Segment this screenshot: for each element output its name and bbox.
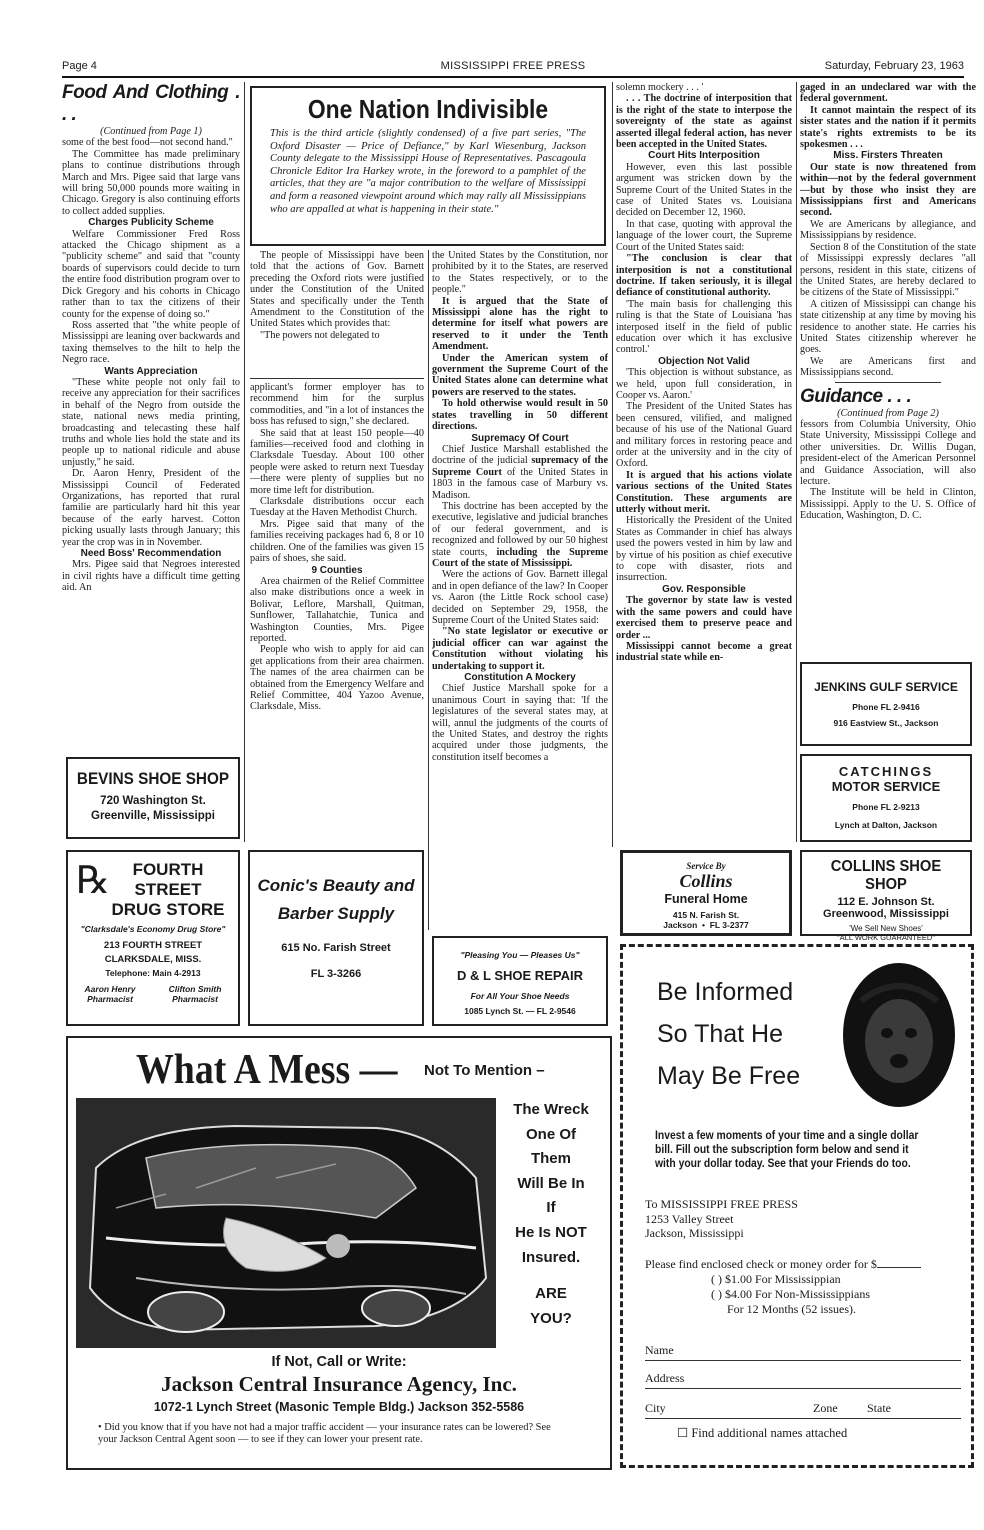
ad-phone: Telephone: Main 4-2913 <box>105 968 201 978</box>
ad-name: JENKINS GULF SERVICE <box>814 680 958 694</box>
paragraph: Our state is now threatened from within—not by the federal government—but by those who insist they are Mississippians first and Americans second. <box>800 161 976 219</box>
paragraph: Mrs. Pigee said that many of the families receiving packages had 6, 8 or 10 children. One of the families was given 15 pairs of shoes, she said. <box>250 518 424 565</box>
months: For 12 Months (52 issues). <box>727 1302 857 1316</box>
paragraph: Chief Justice Marshall spoke for a unanimous Court in saying that: 'If the legislatures of the several states may, at will, annul the judgments of the courts of the United States, and destroy the rights acquired under those judgments, the constitution itself becomes a <box>432 683 608 763</box>
option-non-mississippian[interactable]: ( ) $4.00 For Non-Mississippians <box>711 1287 871 1301</box>
ad-name: MOTOR SERVICE <box>831 779 941 794</box>
paragraph: It is argued that his actions violate various sections of the United States Constitution. These arguments are utterly without merit. <box>616 469 792 516</box>
nation-headline: One Nation Indivisible <box>307 94 549 124</box>
enclose-line[interactable]: Please find enclosed check or money order for $ <box>645 1257 921 1272</box>
paragraph: Under the American system of government the Supreme Court of the United States alone can determine what powers are reserved to the states. <box>432 352 608 398</box>
header-rule <box>62 76 964 78</box>
subscription-ad <box>620 944 974 1468</box>
ad-address: 615 No. Farish Street <box>281 942 391 954</box>
food-headline: Food And Clothing . . . <box>62 82 240 125</box>
ad-name: CATCHINGS <box>838 764 934 779</box>
paragraph: People who wish to apply for aid can get applications from their area chairmen. The names of the area chairmen can be obtained from the Emergency Welfare and Relief Committee, 404 Yazoo Avenue, Clarksdale, Miss. <box>250 644 424 713</box>
paragraph: Were the actions of Gov. Barnett illegal and in open defiance of the law? In Cooper vs. Aaron (the Little Rock school case) decided on September 29, 1958, the Supreme Court of the United States said: <box>432 569 608 626</box>
paragraph: However, even this last possible argument was stricken down by the Supreme Court of the United States in the case of United States vs. Louisiana decided on December 12, 1960. <box>616 161 792 219</box>
ad-address: 720 Washington St. <box>100 795 206 807</box>
ad-city: Greenwood, Mississippi <box>823 908 949 920</box>
subscribe-address: To MISSISSIPPI FREE PRESS 1253 Valley Street Jackson, Mississippi <box>645 1197 798 1240</box>
subhead: Objection Not Valid <box>658 355 750 367</box>
ad-name: FOURTH STREET <box>132 860 204 899</box>
subscribe-slogan: Be Informed So That He May Be Free <box>657 978 801 1090</box>
ad-address: 1085 Lynch St. — FL 2-9546 <box>464 1006 576 1016</box>
role: Pharmacist <box>172 994 218 1004</box>
subhead: Gov. Responsible <box>662 583 746 595</box>
paragraph: Chief Justice Marshall established the doctrine of the judicial supremacy of the Supreme Court of the United States in 1803 in the famous case of Marbury vs. Madison. <box>432 443 608 501</box>
paragraph: The Institute will be held in Clinton, Mississippi. Apply to the U. S. Office of Education, Washington, D. C. <box>800 487 976 522</box>
paragraph: To hold otherwise would result in 50 states travelling in 50 different directions. <box>432 398 608 433</box>
divider <box>835 382 941 383</box>
paragraph: Mississippi cannot become a great industrial state while en- <box>616 640 792 664</box>
nation-col-c <box>616 82 792 847</box>
ad-name: BEVINS SHOE SHOP <box>76 769 230 788</box>
paragraph: This doctrine has been accepted by the executive, legislative and judicial branches of our federal government, and is recognized and followed by our 50 highest state courts, including the Supreme Court of the state of Mississippi. <box>432 500 608 569</box>
paragraph: We are Americans by allegiance, and Mississippians by residence. <box>800 218 976 242</box>
subhead: Court Hits Interposition <box>648 150 760 162</box>
find-additional[interactable]: ☐ Find additional names attached <box>677 1426 848 1440</box>
ad-address: 415 N. Farish St. <box>672 910 740 920</box>
nation-intro: This is the third article (slightly condensed) of a five part series, "The Oxford Disaster — Price of Defiance," by Karl Wiesenburg, Jackson County delegate to the Mississippi House of Representatives. Pascagoula Chronicle Editor Ira Harkey wrote, in the foreword to a pamphlet of the articles, that they are "a major contribution to the welfare of Mississippi and form a reasoned viewpoint around which may rally all Mississippians who are appalled at what is happening in their state." <box>270 128 586 215</box>
paragraph: Mrs. Pigee said that Negroes interested in civil rights have a difficult time getting aid. An <box>62 559 240 594</box>
paragraph: It cannot maintain the respect of its sister states and the nation if it permits state's rights extremists to be its spokesmen . . . <box>800 104 976 151</box>
subhead: Charges Publicity Scheme <box>88 217 214 229</box>
child-photo <box>841 961 957 1109</box>
insurance-ad <box>66 1036 612 1470</box>
nation-col-a <box>250 250 424 374</box>
ad-slogan: "Pleasing You — Pleases Us" <box>460 950 580 960</box>
nation-col-b <box>432 250 608 930</box>
insurance-tagline: The Wreck One Of Them Will Be In If He Is NOT Insured. ARE YOU? <box>513 1101 589 1327</box>
ad-tagline: For All Your Shoe Needs <box>470 991 570 1001</box>
paragraph: . . . The doctrine of interposition that is the right of the state to interpose the sovereignty of the state as against asserted illegal federal action, has never been accepted in the United States. <box>616 93 792 151</box>
paper-name: MISSISSIPPI FREE PRESS <box>440 60 586 72</box>
paragraph: The people of Mississippi have been told that the actions of Gov. Barnett preceding the Oxford riots were justified under the Constitution of the United States and specifically under the Tenth Amendment to the Constitution of the United States which provides that: <box>250 250 424 330</box>
paragraph: Ross asserted that "the white people of Mississippi are leaning over backwards and taxing themselves to the hilt to help the Negro race. <box>62 319 240 366</box>
ad-city-phone: Jackson • FL 3-2377 <box>663 920 749 930</box>
paragraph: Welfare Commissioner Fred Ross attacked the Chicago shipment as a "publicity scheme" and said that "county boards of supervisors could decide to turn the entire food distribution program over to Dick Gregory and his cohorts in Chicago rather than to tax the citizens of their county for the expense of doing so." <box>62 228 240 320</box>
conic-ad <box>248 850 424 1026</box>
rx-icon: ℞ <box>76 858 111 902</box>
paragraph: 'This objection is without substance, as we held, upon full consideration, in Cooper vs. Aaron.' <box>616 367 792 401</box>
paragraph: She said that at least 150 people—40 families—received food and clothing in Clarksdale Tuesday. About 100 other people were asked to return next Tuesday—there were plenty of supplies but no more time left for distribution. <box>250 427 424 496</box>
paragraph: It is argued that the State of Mississippi alone has the right to determine for itself what powers are reserved to it under the Tenth Amendment. <box>432 295 608 353</box>
ad-address: 916 Eastview St., Jackson <box>833 718 939 728</box>
subhead: Supremacy Of Court <box>471 432 569 444</box>
paragraph: "No state legislator or executive or judicial officer can war against the Constitution without violating his undertaking to support it. <box>432 626 608 672</box>
column-rule <box>796 82 797 842</box>
column-rule <box>612 82 613 847</box>
person: Clifton Smith <box>168 984 222 994</box>
paragraph: The President of the United States has been censured, vilified, and maligned because of his use of the National Guard and military forces in restoring peace and order at the university and in the city of Oxford. <box>616 401 792 470</box>
paragraph: In that case, quoting with approval the language of the lower court, the Supreme Court of the United States said: <box>616 218 792 253</box>
ad-city: CLARKSDALE, MISS. <box>104 954 202 965</box>
catchings-ad <box>800 754 972 842</box>
ad-phone: Phone FL 2-9213 <box>852 802 920 812</box>
ad-sub: Funeral Home <box>664 892 748 906</box>
ad-service: Service By <box>686 861 726 871</box>
ad-city: Greenville, Mississippi <box>91 810 215 822</box>
wreck-illustration <box>76 1098 496 1348</box>
paragraph: "These white people not only fail to receive any appreciation for their sacrifices in behalf of the Negro from outside the state, national news media printing, broadcasting and telecasting these half truths and whole lies hold the state and its people up to national ridicule and abuse unjustly," he said. <box>62 376 240 468</box>
paragraph: Dr. Aaron Henry, President of the Mississippi Council of Federated Organizations, has reported that rural familie are particularly hard hit this year because of the early harvest. Cotton picking usually lasts through January; this year the crop was in in November. <box>62 468 240 548</box>
option-mississippian[interactable]: ( ) $1.00 For Mississippian <box>711 1272 841 1286</box>
paragraph: Clarksdale distributions occur each Tuesday at the Haven Methodist Church. <box>250 496 424 519</box>
insurance-call: If Not, Call or Write: <box>271 1354 407 1370</box>
paragraph: some of the best food—not second hand." <box>62 137 233 149</box>
ad-name: Collins <box>679 871 733 891</box>
subscribe-options <box>645 1257 921 1317</box>
ad-name: DRUG STORE <box>111 900 225 919</box>
paragraph: gaged in an undeclared war with the federal government. <box>800 82 976 105</box>
bevins-ad <box>66 757 240 839</box>
subscribe-pitch: Invest a few moments of your time and a single dollar bill. Fill out the subscription form below and send it with your dollar today. See that your Friends do too. <box>655 1130 919 1170</box>
collins-shoe-ad <box>800 850 972 942</box>
subhead: Wants Appreciation <box>104 365 198 377</box>
paragraph: "The conclusion is clear that interposition is not a constitutional doctrine. If taken seriously, it is illegal defiance of constitutional authority. <box>616 253 792 299</box>
insurance-address: 1072-1 Lynch Street (Masonic Temple Bldg.) Jackson 352-5586 <box>153 1400 525 1414</box>
ad-name: D & L SHOE REPAIR <box>457 968 583 983</box>
ad-phone: FL 3-3266 <box>310 968 362 980</box>
guidance-headline: Guidance . . . <box>800 385 912 407</box>
paragraph: applicant's former employer has to recommend him for the surplus commodities, and "in a lot of instances the boss has refused to sign," she declared. <box>250 382 424 428</box>
address-field[interactable]: Address <box>645 1361 961 1389</box>
ad-address: Lynch at Dalton, Jackson <box>834 820 938 830</box>
paragraph: the United States by the Constitution, nor prohibited by it to the States, are reserved to the States respectively, or to the people." <box>432 250 608 296</box>
paragraph: The governor by state law is vested with the same powers and could have exercised them to preserve peace and order ... <box>616 595 792 641</box>
food-cont: (Continued from Page 1) <box>100 126 202 137</box>
masthead <box>62 60 964 76</box>
food-clothing-article <box>62 82 240 750</box>
ad-slogan: "Clarksdale's Economy Drug Store" <box>80 924 226 934</box>
collins-funeral-ad <box>620 850 792 936</box>
paragraph: 'The main basis for challenging this ruling is that the State of Louisiana 'has interposed itself in the field of public education over which it has exclusive control.' <box>616 298 792 356</box>
paragraph: solemn mockery . . . ' <box>616 82 704 93</box>
checkbox-icon: ☐ <box>677 1426 689 1440</box>
paragraph: The Committee has made preliminary plans to continue distributions through March and Mrs. Pigee said that large vans will bring 50,000 pounds more waiting in Chicago. Gregory is also continuing efforts to collect added supplies. <box>62 148 240 217</box>
article-rule <box>250 378 424 379</box>
nation-col-d <box>800 82 976 654</box>
insurance-body: • Did you know that if you have not had a major traffic accident — your insurance rates can be lowered? See your Jackson Central Agent soon — to see if they can lower your present rate. <box>98 1422 551 1445</box>
ad-name: COLLINS SHOE SHOP <box>830 858 942 893</box>
paragraph: "The powers not delegated to <box>260 329 380 341</box>
ad-name: Barber Supply <box>277 904 395 923</box>
drug-store-ad <box>66 850 240 1026</box>
ad-people <box>68 984 238 1004</box>
ad-slogan: 'We Sell New Shoes' <box>849 924 923 933</box>
paragraph: Section 8 of the Constitution of the state of Mississippi expressly declares "all persons, resident in this state, citizens of the United States, are hereby declared to be citizens of the State of Mississippi." <box>800 241 976 299</box>
dl-shoe-ad <box>432 936 608 1026</box>
food-col-2 <box>250 382 424 842</box>
guidance-cont: (Continued from Page 2) <box>837 407 939 419</box>
issue-date: Saturday, February 23, 1963 <box>824 60 964 72</box>
column-rule <box>244 82 245 842</box>
subhead: Constitution A Mockery <box>464 672 576 684</box>
role: Pharmacist <box>87 994 133 1004</box>
paragraph: Historically the President of the United States as Commander in chief has always used the powers vested in him by law and by virtue of his position as chief executive to cope with disaster, riots and insurrection. <box>616 515 792 584</box>
ad-address: 213 FOURTH STREET <box>103 940 203 951</box>
paragraph: We are Americans first and Mississippians second. <box>800 355 976 379</box>
person: Aaron Henry <box>84 984 136 994</box>
name-field[interactable]: Name <box>645 1337 961 1361</box>
ad-address: 112 E. Johnson St. <box>837 896 935 908</box>
jenkins-ad <box>800 662 972 746</box>
paragraph: Area chairmen of the Relief Committee also make distributions once a week in Bolivar, Leflore, Marshall, Quitman, Sunflower, Tallahatchie, Tunica and Washington Counties, Mrs. Pigee reported. <box>250 575 424 644</box>
paragraph: fessors from Columbia University, Ohio State University, Mississippi College and other universities. Dr. Willis Dugan, president-elect of the American Personnel and Guidance Association, will also lecture. <box>800 418 976 487</box>
page-number: Page 4 <box>62 60 97 72</box>
subhead: Need Boss' Recommendation <box>80 548 222 560</box>
ad-phone: Phone FL 2-9416 <box>852 702 920 712</box>
ad-name: Conic's Beauty and <box>257 876 415 895</box>
subhead: Miss. Firsters Threaten <box>833 150 943 162</box>
insurance-agency: Jackson Central Insurance Agency, Inc. <box>161 1372 517 1396</box>
insurance-headline: What A Mess — <box>136 1047 398 1093</box>
nation-intro-box <box>250 86 606 246</box>
city-field[interactable]: City Zone State <box>645 1389 961 1419</box>
column-rule <box>428 250 429 930</box>
paragraph: A citizen of Mississippi can change his state citizenship at any time by moving his residence to another state. He carries his United States citizenship wherever he goes. <box>800 298 976 356</box>
subhead: 9 Counties <box>311 564 363 576</box>
ad-slogan: "ALL WORK GUARANTEED" <box>837 933 935 942</box>
insurance-not: Not To Mention – <box>424 1062 545 1079</box>
subscribe-form <box>645 1337 961 1419</box>
